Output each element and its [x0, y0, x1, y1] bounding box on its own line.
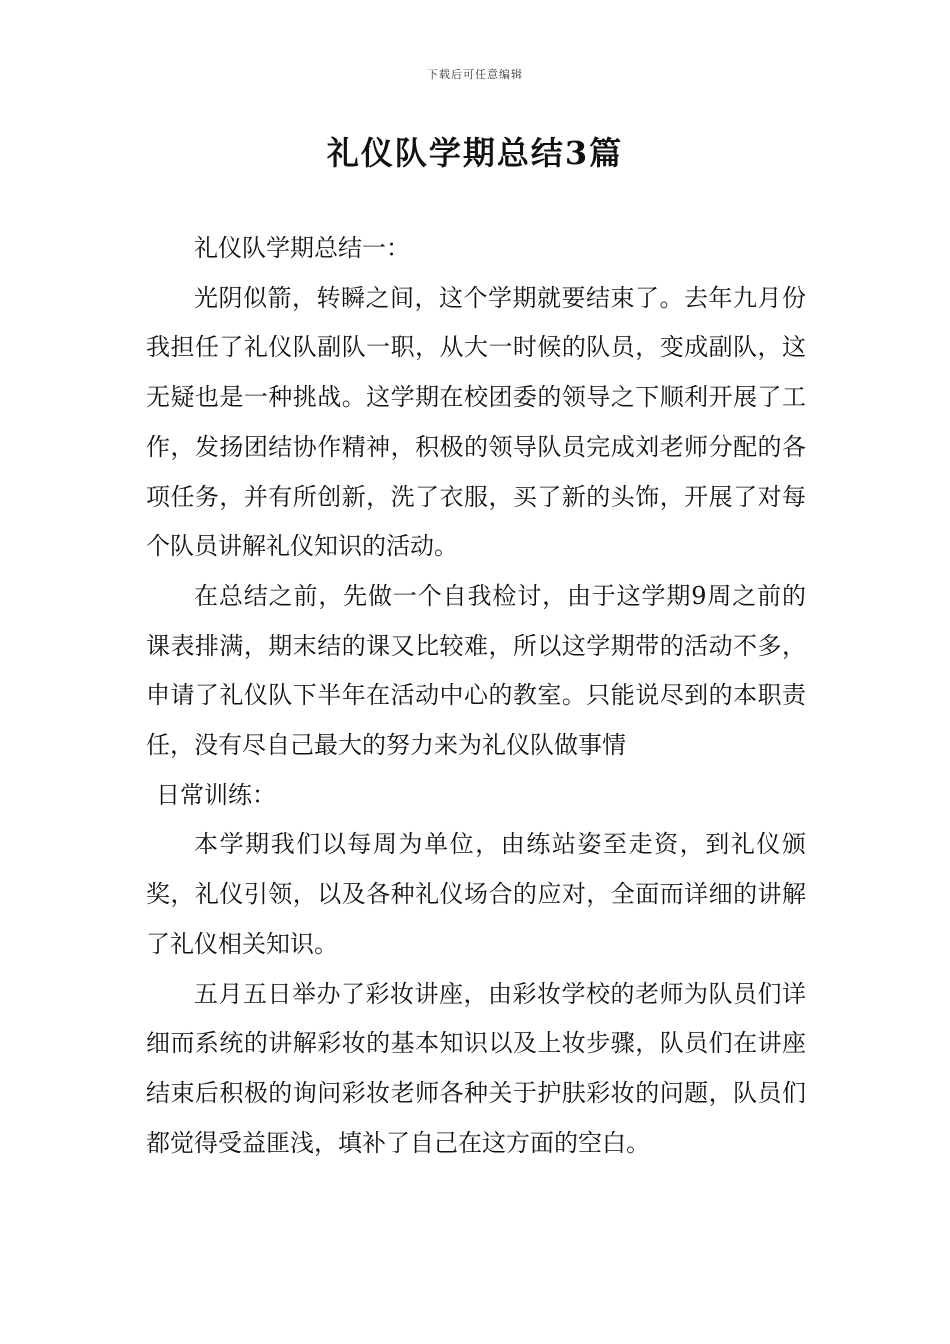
- document-body: [146, 224, 806, 1168]
- paragraph-2: 在总结之前，先做一个自我检讨，由于这学期9周之前的课表排满，期末结的课又比较难，所以这学期带的活动不多，申请了礼仪队下半年在活动中心的教室。只能说尽到的本职责任，没有尽自己最大的努力来为礼仪队做事情: [146, 581, 806, 760]
- paragraph-4: 五月五日举办了彩妆讲座，由彩妆学校的老师为队员们详细而系统的讲解彩妆的基本知识以及上妆步骤，队员们在讲座结束后积极的询问彩妆老师各种关于护肤彩妆的问题，队员们都觉得受益匪浅，填补了自己在这方面的空白。: [146, 979, 806, 1157]
- paragraph-1: 光阴似箭，转瞬之间，这个学期就要结束了。去年九月份我担任了礼仪队副队一职，从大一时候的队员，变成副队，这无疑也是一种挑战。这学期在校团委的领导之下顺利开展了工作，发扬团结协作精神，积极的领导队员完成刘老师分配的各项任务，并有所创新，洗了衣服，买了新的头饰，开展了对每个队员讲解礼仪知识的活动。: [146, 283, 806, 561]
- paragraph-3: 本学期我们以每周为单位，由练站姿至走资，到礼仪颁奖，礼仪引领，以及各种礼仪场合的应对，全面而详细的讲解了礼仪相关知识。: [146, 830, 806, 958]
- subheading-daily-training: 日常训练：: [156, 780, 276, 809]
- document-title: 礼仪队学期总结3篇: [326, 134, 624, 172]
- section-heading-1: 礼仪队学期总结一：: [194, 234, 410, 262]
- header-note: 下载后可任意编辑: [427, 68, 523, 81]
